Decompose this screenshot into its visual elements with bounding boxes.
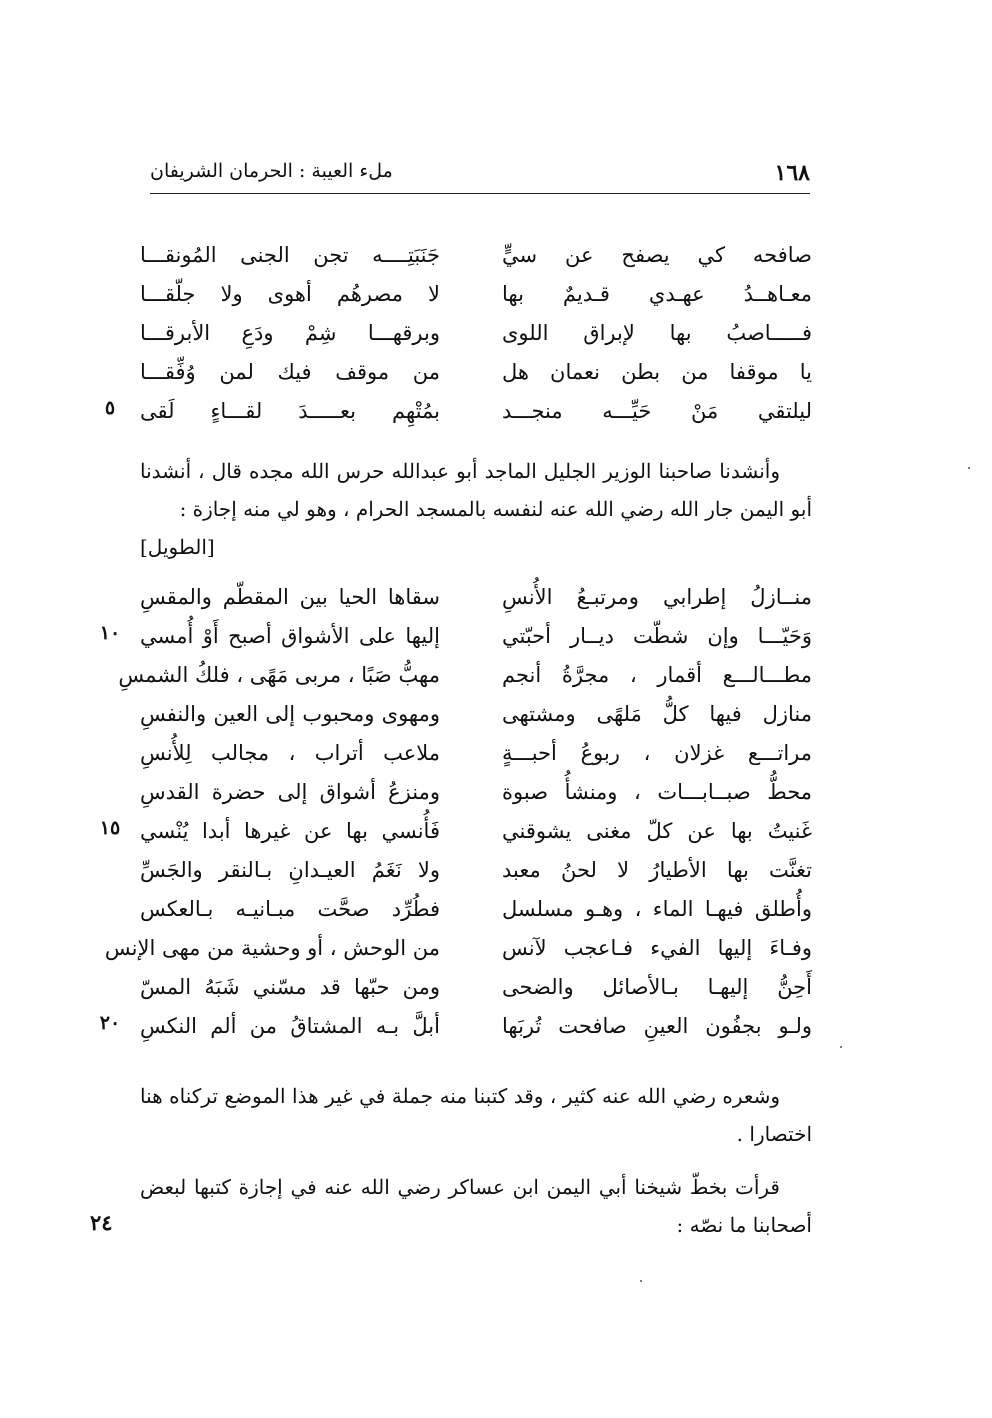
verse	[140, 773, 812, 812]
running-title: ملء العيبة : الحرمان الشريفان	[150, 160, 393, 182]
hemistich-first: يا موقفا من بطن نعمان هل	[502, 360, 812, 384]
verse	[140, 812, 812, 851]
verse	[140, 734, 812, 773]
verse	[140, 275, 812, 314]
reading-paragraph: قرأت بخطّ شيخنا أبي اليمن ابن عساكر رضي الله عنه في إجازة كتبها لبعض أصحابنا ما نصّه :	[140, 1175, 812, 1237]
scan-speck	[640, 1280, 642, 1282]
hemistich-second: ومهوى ومحبوب إلى العين والنفسِ	[140, 702, 440, 726]
hemistich-first: غَنيتُ بها عن كلّ مغنى يشوقني	[502, 819, 812, 843]
meter-label: [الطويل]	[140, 535, 215, 559]
hemistich-first: ولـو بجفُون العينِ صافحت تُربَها	[502, 1014, 812, 1038]
hemistich-second: فَأُنسي بها عن غيرها أبدا يُنْسي	[140, 819, 440, 843]
hemistich-second: ولا نَغَمُ العيـدانِ بـالنقر والجَسِّ	[140, 858, 440, 882]
hemistich-first: منــازلُ إطرابي ومرتبـعُ الأُنسِ	[502, 585, 812, 609]
hemistich-second: سقاها الحيا بين المقطّم والمقسِ	[140, 585, 440, 609]
hemistich-second: أبلَّ بـه المشتاقُ من ألم النكسِ	[140, 1014, 440, 1038]
verse	[118, 656, 812, 695]
intro-paragraph	[140, 452, 812, 566]
hemistich-first: مراتـــع غزلان ، ربوعُ أحبـــةٍ	[502, 741, 812, 765]
hemistich-second: جَنَبَتِــــه تجن الجنى المُونقـــا	[140, 243, 440, 267]
hemistich-first: فـــــاصبُ بها لإبراق اللوى	[502, 321, 812, 345]
page-header	[150, 150, 810, 194]
signature-marker: ٢٤	[90, 1210, 113, 1235]
verse	[140, 353, 812, 392]
verse	[140, 578, 812, 617]
verse	[140, 392, 812, 431]
hemistich-second: من الوحش ، أو وحشية من مهى الإنس	[104, 936, 440, 960]
verse	[140, 1007, 812, 1046]
hemistich-second: لا مصرهُم أهوى ولا جلّقـــا	[140, 282, 440, 306]
verse	[140, 851, 812, 890]
hemistich-first: تغنَّت بها الأطيارُ لا لحنُ معبد	[502, 858, 812, 882]
hemistich-second: فطُرِّد صحَّت مبـانيـه بـالعكس	[140, 897, 440, 921]
hemistich-second: بمُتْهِم بعـــــدَ لقـــاءٍ لَقى	[140, 399, 440, 423]
scan-speck	[968, 467, 970, 469]
verse	[104, 929, 812, 968]
line-number-5: ٥	[104, 397, 116, 419]
line-number-10: ١٠	[99, 622, 121, 644]
page-number: ١٦٨	[774, 160, 810, 186]
verse	[140, 695, 812, 734]
verse	[140, 617, 812, 656]
hemistich-first: محطُّ صبــابـــات ، ومنشأُ صبوة	[502, 780, 812, 804]
line-number-15: ١٥	[99, 817, 121, 839]
hemistich-first: وأُطلق فيهـا الماء ، وهـو مسلسل	[502, 897, 812, 921]
hemistich-first: منازل فيها كلُّ مَلهًى ومشتهى	[502, 702, 812, 726]
hemistich-first: وفـاءَ إليها الفيء فـاعجب لآنس	[502, 936, 812, 960]
verse	[140, 314, 812, 353]
hemistich-second: مهبُّ صَبًا ، مربى مَهًى ، فلكُ الشمسِ	[118, 663, 440, 687]
hemistich-second: ومن حبّها قد مسّني شَبَهُ المسّ	[140, 975, 440, 999]
hemistich-first: أَحِنُّ إليهـا بـالأصائل والضحى	[502, 975, 812, 999]
hemistich-first: مطـــالـــع أقمار ، مجرَّةُ أنجم	[502, 663, 812, 687]
hemistich-first: صافحه كي يصفح عن سيٍّ	[502, 243, 812, 267]
hemistich-second: من موقف فيك لمن وُفِّقـــا	[140, 360, 440, 384]
hemistich-second: وبرقهـــا شِمْ ودَعِ الأبرقـــا	[140, 321, 440, 345]
verse	[140, 890, 812, 929]
hemistich-second: إليها على الأشواق أصبح أَوْ أُمسي	[140, 624, 440, 648]
line-number-20: ٢٠	[99, 1012, 121, 1034]
hemistich-second: ومنزعُ أشواق إلى حضرة القدسِ	[140, 780, 440, 804]
hemistich-first: وَحَيّـــا وإن شطّت ديــار أحبّتي	[502, 624, 812, 648]
poem-block-1	[140, 236, 812, 431]
scan-speck	[840, 1046, 842, 1048]
hemistich-second: ملاعب أتراب ، مجالب لِلأُنسِ	[140, 741, 440, 765]
verse	[140, 968, 812, 1007]
closing-paragraph: وشعره رضي الله عنه كثير ، وقد كتبنا منه جملة في غير هذا الموضع تركناه هنا اختصارا .	[140, 1084, 812, 1146]
intro-text: وأنشدنا صاحبنا الوزير الجليل الماجد أبو عبدالله حرس الله مجده قال ، أنشدنا أبو اليمن جار الله رضي الله عنه لنفسه بالمسجد الحرام ، وهو لي منه إجازة :	[140, 459, 812, 521]
hemistich-first: معـاهــدُ عهـدي قـديمٌ بها	[502, 282, 812, 306]
verse	[140, 236, 812, 275]
header-rule	[150, 193, 810, 194]
hemistich-first: ليلتقي مَنْ حَيِّـــه منجـــد	[502, 399, 812, 423]
